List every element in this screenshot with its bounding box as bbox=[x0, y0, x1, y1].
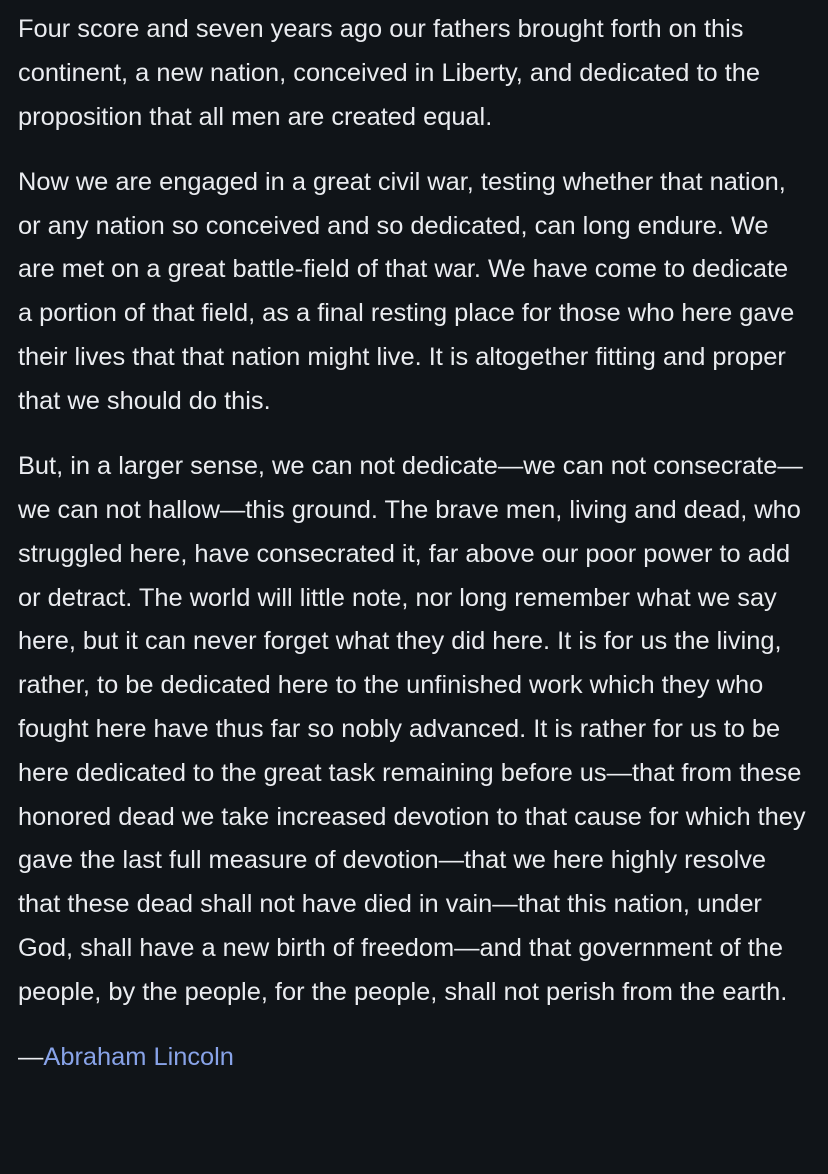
quote-paragraph: Now we are engaged in a great civil war, testing whether that nation, or any nation so conceived and so dedicated, can long endure. We are met on a great battle-field of that war. We have come to dedicate a portion of that field, as a final resting place for those who here gave their lives that that nation might live. It is altogether fitting and proper that we should do this. bbox=[18, 167, 795, 415]
quote-paragraph: Four score and seven years ago our fathers brought forth on this continent, a new nation, conceived in Liberty, and dedicated to the proposition that all men are created equal. bbox=[18, 15, 761, 131]
author-link[interactable]: Abraham Lincoln bbox=[43, 1043, 234, 1072]
quote-paragraph: But, in a larger sense, we can not dedicate—we can not consecrate—we can not hallow—this ground. The brave men, living and dead, who struggled here, have consecrated it, far above our poor power to add or detract. The world will little note, nor long remember what we say here, but it can never forget what they did here. It is for us the living, rather, to be dedicated here to the unfinished work which they who fought here have thus far so nobly advanced. It is rather for us to be here dedicated to the great task remaining before us—that from these honored dead we take increased devotion to that cause for which they gave the last full measure of devotion—that we here highly resolve that these dead shall not have died in vain—that this nation, under God, shall have a new birth of freedom—and that government of the people, by the people, for the people, shall not perish from the earth. bbox=[18, 452, 806, 1006]
quote-attribution bbox=[18, 1036, 808, 1080]
attribution-dash: — bbox=[18, 1043, 44, 1072]
quote-body bbox=[18, 8, 808, 1015]
quote-block bbox=[18, 8, 808, 1080]
